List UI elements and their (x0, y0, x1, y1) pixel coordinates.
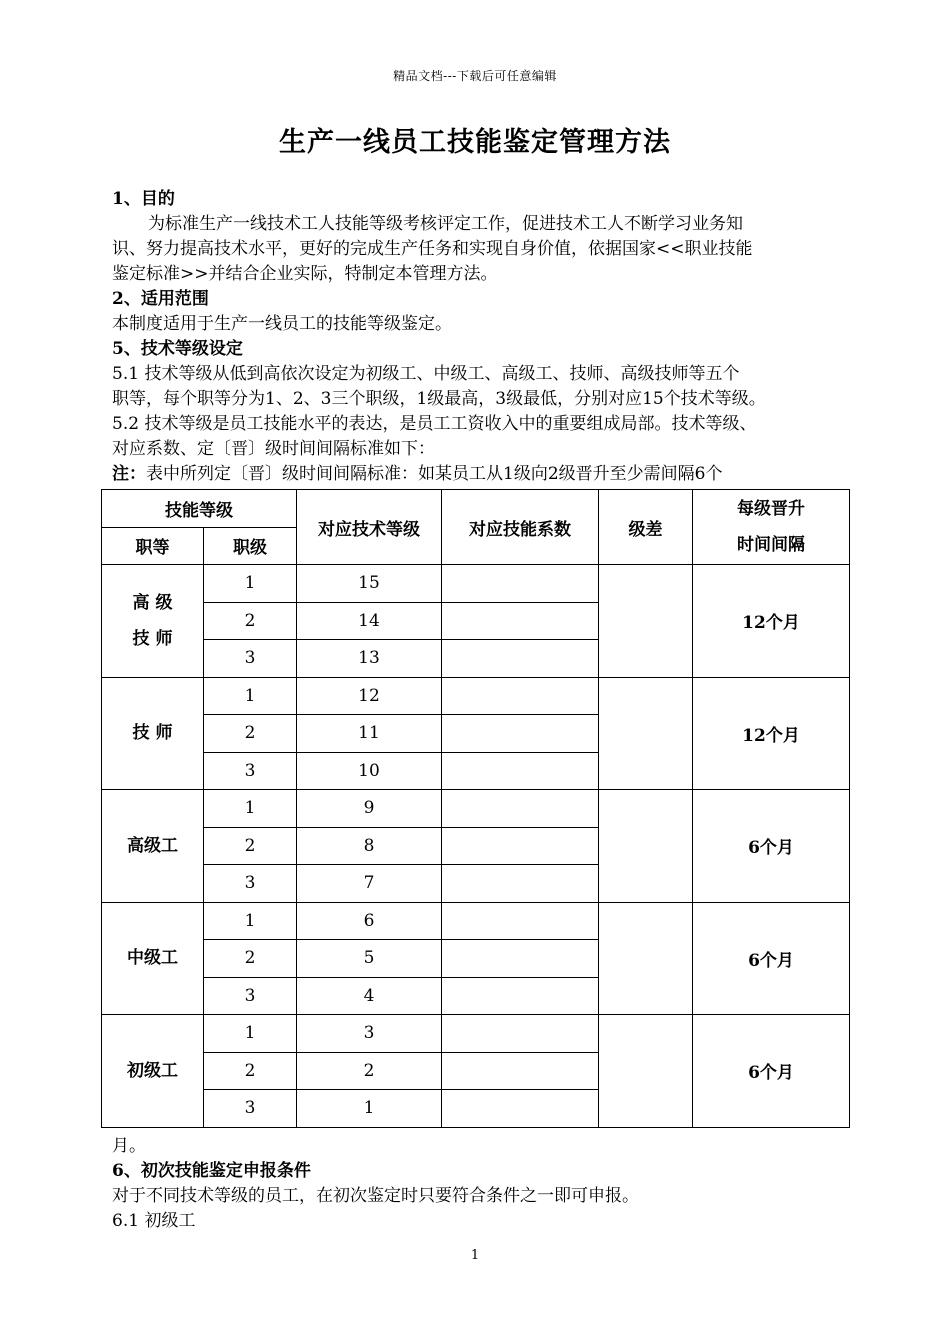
grade-difference-cell (599, 790, 693, 903)
coefficient-cell (442, 902, 599, 940)
level-cell: 2 (204, 1052, 297, 1090)
level-cell: 1 (204, 677, 297, 715)
grade-difference-cell (599, 1015, 693, 1128)
rank-label: 初级工 (127, 1060, 178, 1081)
level-cell: 2 (204, 827, 297, 865)
header-rank: 职等 (102, 527, 204, 565)
tech-grade-cell: 11 (297, 715, 442, 753)
tech-grade-cell: 13 (297, 640, 442, 678)
level-cell: 1 (204, 565, 297, 603)
rank-cell (102, 1015, 204, 1128)
body-text-before-table (112, 187, 850, 487)
tech-grade-cell: 14 (297, 602, 442, 640)
coefficient-cell (442, 940, 599, 978)
paragraph-line: 本制度适用于生产一线员工的技能等级鉴定。 (112, 314, 452, 334)
rank-cell (102, 902, 204, 1015)
paragraph-line: 职等，每个职等分为1、2、3三个职级，1级最高，3级最低，分别对应15个技术等级。 (112, 389, 766, 409)
tech-grade-cell: 15 (297, 565, 442, 603)
header-level: 职级 (204, 527, 297, 565)
grade-difference-cell (599, 677, 693, 790)
coefficient-cell (442, 752, 599, 790)
rank-cell (102, 565, 204, 678)
coefficient-cell (442, 677, 599, 715)
rank-label: 高级工 (127, 835, 178, 856)
header-promotion-interval (693, 490, 850, 565)
interval-cell: 6个月 (693, 902, 850, 1015)
header-tech-grade: 对应技术等级 (297, 490, 442, 565)
table-note (112, 462, 850, 487)
heading-scope: 2、适用范围 (112, 289, 209, 309)
coefficient-cell (442, 1015, 599, 1053)
heading-purpose: 1、目的 (112, 189, 175, 209)
grade-difference-cell (599, 902, 693, 1015)
level-cell: 2 (204, 602, 297, 640)
rank-label: 中级工 (127, 948, 178, 969)
coefficient-cell (442, 565, 599, 603)
tech-grade-cell: 8 (297, 827, 442, 865)
table-row (102, 677, 850, 715)
header-note: 精品文档---下载后可任意编辑 (393, 69, 557, 83)
rank-label: 高 级 (132, 592, 173, 613)
table-row (102, 902, 850, 940)
paragraph-line: 对于不同技术等级的员工，在初次鉴定时只要符合条件之一即可申报。 (112, 1186, 639, 1206)
level-cell: 3 (204, 752, 297, 790)
rank-cell (102, 677, 204, 790)
interval-cell: 6个月 (693, 1015, 850, 1128)
rank-label: 技 师 (132, 628, 173, 649)
tech-grade-cell: 12 (297, 677, 442, 715)
note-label: 注： (112, 464, 146, 484)
interval-cell: 12个月 (693, 565, 850, 678)
level-cell: 3 (204, 865, 297, 903)
header-grade-difference: 级差 (599, 490, 693, 565)
tech-grade-cell: 2 (297, 1052, 442, 1090)
coefficient-cell (442, 602, 599, 640)
coefficient-cell (442, 715, 599, 753)
paragraph-line: 识、努力提高技术水平，更好的完成生产任务和实现自身价值，依据国家<<职业技能 (112, 239, 753, 259)
tech-grade-cell: 3 (297, 1015, 442, 1053)
coefficient-cell (442, 827, 599, 865)
tech-grade-cell: 9 (297, 790, 442, 828)
level-cell: 3 (204, 1090, 297, 1128)
level-cell: 1 (204, 790, 297, 828)
paragraph-line: 对应系数、定〔晋〕级时间间隔标准如下： (112, 439, 435, 459)
level-cell: 2 (204, 940, 297, 978)
header-interval-line: 每级晋升 (737, 499, 805, 519)
level-cell: 1 (204, 902, 297, 940)
paragraph-line: 5.2 技术等级是员工技能水平的表达，是员工工资收入中的重要组成局部。技术等级、 (112, 414, 757, 434)
header-skill-grade: 技能等级 (102, 490, 297, 528)
tech-grade-cell: 6 (297, 902, 442, 940)
skill-grade-table (101, 489, 850, 1128)
paragraph-line: 6.1 初级工 (112, 1211, 196, 1231)
header-interval-line: 时间间隔 (737, 535, 805, 555)
coefficient-cell (442, 865, 599, 903)
rank-cell (102, 790, 204, 903)
table-row (102, 565, 850, 603)
tech-grade-cell: 7 (297, 865, 442, 903)
level-cell: 1 (204, 1015, 297, 1053)
interval-cell: 12个月 (693, 677, 850, 790)
header-coefficient: 对应技能系数 (442, 490, 599, 565)
coefficient-cell (442, 977, 599, 1015)
body-text-after-table (112, 1134, 850, 1234)
note-text: 表中所列定〔晋〕级时间间隔标准：如某员工从1级向2级晋升至少需间隔6个 (146, 464, 723, 484)
coefficient-cell (442, 1052, 599, 1090)
level-cell: 2 (204, 715, 297, 753)
table-row (102, 790, 850, 828)
rank-label: 技 师 (132, 723, 173, 744)
heading-initial-appraisal: 6、初次技能鉴定申报条件 (112, 1161, 311, 1181)
coefficient-cell (442, 1090, 599, 1128)
tech-grade-cell: 1 (297, 1090, 442, 1128)
paragraph-line: 鉴定标准>>并结合企业实际，特制定本管理方法。 (112, 264, 498, 284)
table-row (102, 1015, 850, 1053)
coefficient-cell (442, 640, 599, 678)
page-number: 1 (470, 1248, 480, 1263)
paragraph-line: 为标准生产一线技术工人技能等级考核评定工作，促进技术工人不断学习业务知 (148, 214, 743, 234)
interval-cell: 6个月 (693, 790, 850, 903)
tech-grade-cell: 10 (297, 752, 442, 790)
paragraph-line: 月。 (112, 1136, 146, 1156)
tech-grade-cell: 4 (297, 977, 442, 1015)
tech-grade-cell: 5 (297, 940, 442, 978)
paragraph-line: 5.1 技术等级从低到高依次设定为初级工、中级工、高级工、技师、高级技师等五个 (112, 364, 740, 384)
document-title: 生产一线员工技能鉴定管理方法 (279, 127, 671, 158)
level-cell: 3 (204, 640, 297, 678)
heading-grade-setting: 5、技术等级设定 (112, 339, 243, 359)
coefficient-cell (442, 790, 599, 828)
grade-difference-cell (599, 565, 693, 678)
level-cell: 3 (204, 977, 297, 1015)
